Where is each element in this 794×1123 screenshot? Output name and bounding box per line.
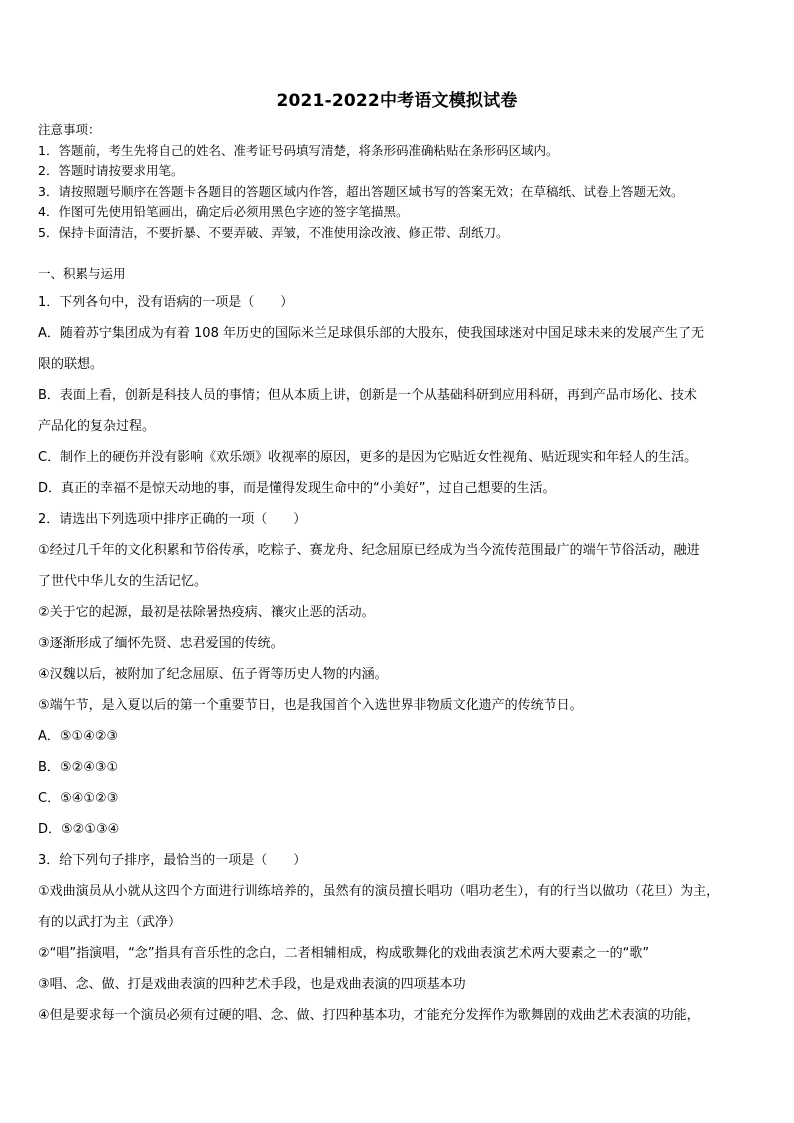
q1-option-b: B．表面上看，创新是科技人员的事情；但从本质上讲，创新是一个从基础科研到应用科研，再到产品市场化、技术 xyxy=(38,388,697,403)
q3-sentence-4: ④但是要求每一个演员必须有过硬的唱、念、做、打四种基本功，才能充分发挥作为歌舞剧的戏曲艺术表演的功能， xyxy=(38,1008,700,1023)
q1-option-b-cont: 产品化的复杂过程。 xyxy=(38,419,156,434)
q3-sentence-2: ②“唱”指演唱，“念”指具有音乐性的念白，二者相辅相成，构成歌舞化的戏曲表演艺术两大要素之一的“歌” xyxy=(38,946,650,961)
note-item: 2．答题时请按要求用笔。 xyxy=(38,163,184,179)
q2-sentence-3: ③逐渐形成了缅怀先贤、忠君爱国的传统。 xyxy=(38,636,284,651)
q1-option-c: C．制作上的硬伤并没有影响《欢乐颂》收视率的原因，更多的是因为它贴近女性视角、贴近现实和年轻人的生活。 xyxy=(38,450,698,465)
q1-option-a: A．随着苏宁集团成为有着 108 年历史的国际米兰足球俱乐部的大股东，使我国球迷对中国足球未来的发展产生了无 xyxy=(38,326,704,341)
questions-body xyxy=(38,287,756,1031)
q2-option-c: C．⑤④①②③ xyxy=(38,791,119,806)
q2-option-d: D．⑤②①③④ xyxy=(38,822,120,837)
q2-sentence-1-cont: 了世代中华儿女的生活记忆。 xyxy=(38,574,208,589)
q3-sentence-3: ③唱、念、做、打是戏曲表演的四种艺术手段，也是戏曲表演的四项基本功 xyxy=(38,977,466,992)
notes-block xyxy=(38,120,768,244)
page-title: 2021-2022中考语文模拟试卷 xyxy=(276,91,518,111)
question-2-stem: 2．请选出下列选项中排序正确的一项（ ） xyxy=(38,512,307,527)
note-item: 1．答题前，考生先将自己的姓名、准考证号码填写清楚，将条形码准确粘贴在条形码区域内。 xyxy=(38,142,559,158)
q3-sentence-1-cont: 有的以武打为主（武净） xyxy=(38,915,182,930)
q1-option-a-cont: 限的联想。 xyxy=(38,357,104,372)
question-1-stem: 1．下列各句中，没有语病的一项是（ ） xyxy=(38,295,294,310)
q2-sentence-4: ④汉魏以后，被附加了纪念屈原、伍子胥等历史人物的内涵。 xyxy=(38,667,388,682)
q3-sentence-1: ①戏曲演员从小就从这四个方面进行训练培养的，虽然有的演员擅长唱功（唱功老生），有的行当以做功（花旦）为主， xyxy=(38,884,720,899)
q1-option-d: D．真正的幸福不是惊天动地的事，而是懂得发现生命中的“小美好”，过自己想要的生活。 xyxy=(38,481,556,496)
q2-sentence-5: ⑤端午节，是入夏以后的第一个重要节日，也是我国首个入选世界非物质文化遗产的传统节日。 xyxy=(38,698,583,713)
question-3-stem: 3．给下列句子排序，最恰当的一项是（ ） xyxy=(38,853,307,868)
q2-sentence-1: ①经过几千年的文化积累和节俗传承，吃粽子、赛龙舟、纪念屈原已经成为当今流传范围最广的端午节俗活动，融进 xyxy=(38,543,700,558)
q2-sentence-2: ②关于它的起源，最初是祛除暑热疫病、禳灾止恶的活动。 xyxy=(38,605,375,620)
q2-option-b: B．⑤②④③① xyxy=(38,760,119,775)
section-title: 一、积累与运用 xyxy=(38,266,126,281)
note-item: 5．保持卡面清洁，不要折暴、不要弄破、弄皱，不准使用涂改液、修正带、刮纸刀。 xyxy=(38,224,509,240)
note-item: 4．作图可先使用铅笔画出，确定后必须用黑色字迹的签字笔描黑。 xyxy=(38,204,409,220)
q2-option-a: A．⑤①④②③ xyxy=(38,729,119,744)
notes-heading: 注意事项： xyxy=(38,122,101,137)
note-item: 3．请按照题号顺序在答题卡各题目的答题区域内作答，超出答题区域书写的答案无效；在草稿纸、试卷上答题无效。 xyxy=(38,183,684,199)
